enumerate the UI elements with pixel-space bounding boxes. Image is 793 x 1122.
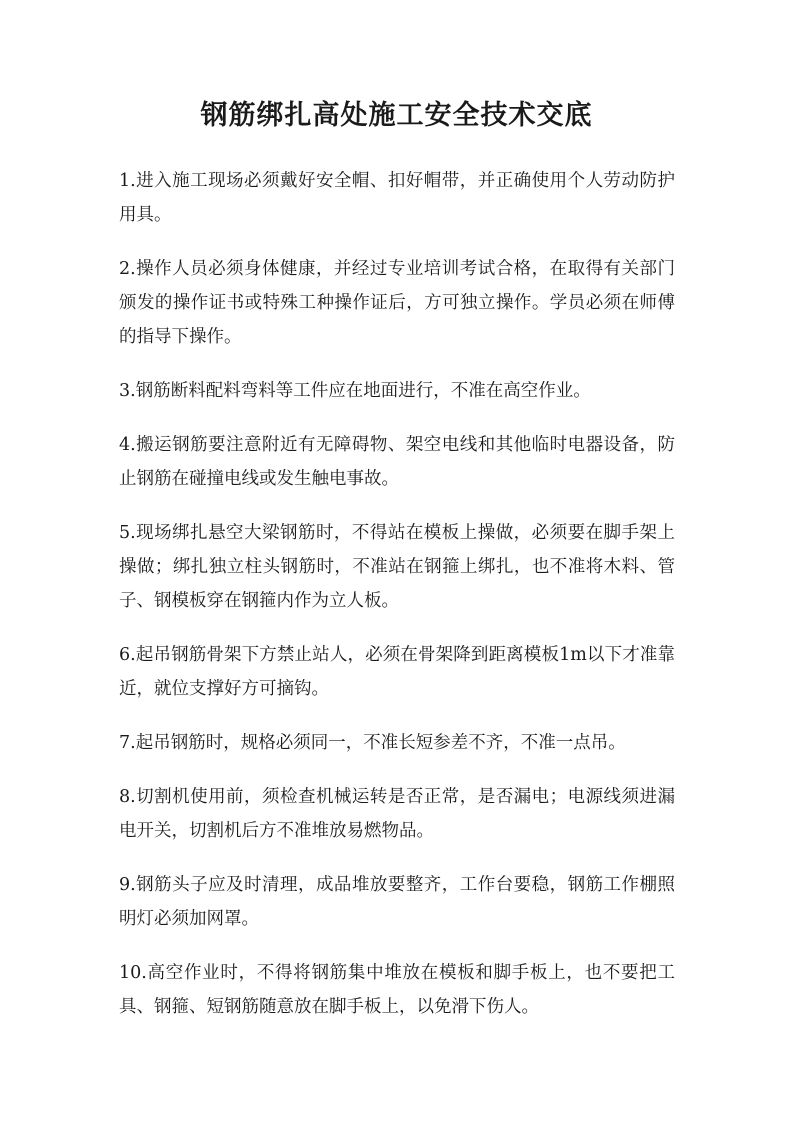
clause-list	[119, 164, 675, 1044]
clause-10: 10.高空作业时，不得将钢筋集中堆放在模板和脚手板上，也不要把工具、钢箍、短钢筋随意放在脚手板上，以免滑下伤人。	[119, 963, 675, 1017]
clause-4: 4.搬运钢筋要注意附近有无障碍物、架空电线和其他临时电器设备，防止钢筋在碰撞电线或发生触电事故。	[119, 435, 675, 489]
clause-7: 7.起吊钢筋时，规格必须同一，不准长短参差不齐，不准一点吊。	[119, 733, 626, 753]
clause-5: 5.现场绑扎悬空大梁钢筋时，不得站在模板上操做，必须要在脚手架上操做；绑扎独立柱头钢筋时，不准站在钢箍上绑扎，也不准将木料、管子、钢模板穿在钢箍内作为立人板。	[119, 523, 675, 611]
document-title: 钢筋绑扎高处施工安全技术交底	[200, 100, 593, 131]
clause-3: 3.钢筋断料配料弯料等工件应在地面进行，不准在高空作业。	[119, 381, 591, 401]
clause-1: 1.进入施工现场必须戴好安全帽、扣好帽带，并正确使用个人劳动防护用具。	[119, 171, 675, 225]
clause-2: 2.操作人员必须身体健康，并经过专业培训考试合格，在取得有关部门颁发的操作证书或特殊工种操作证后，方可独立操作。学员必须在师傅的指导下操作。	[119, 259, 675, 347]
clause-8: 8.切割机使用前，须检查机械运转是否正常，是否漏电；电源线须进漏电开关，切割机后方不准堆放易燃物品。	[119, 787, 675, 841]
clause-9: 9.钢筋头子应及时清理，成品堆放要整齐，工作台要稳，钢筋工作棚照明灯必须加网罩。	[119, 875, 675, 929]
clause-6: 6.起吊钢筋骨架下方禁止站人，必须在骨架降到距离模板1m以下才准靠近，就位支撑好方可摘钩。	[119, 645, 675, 699]
